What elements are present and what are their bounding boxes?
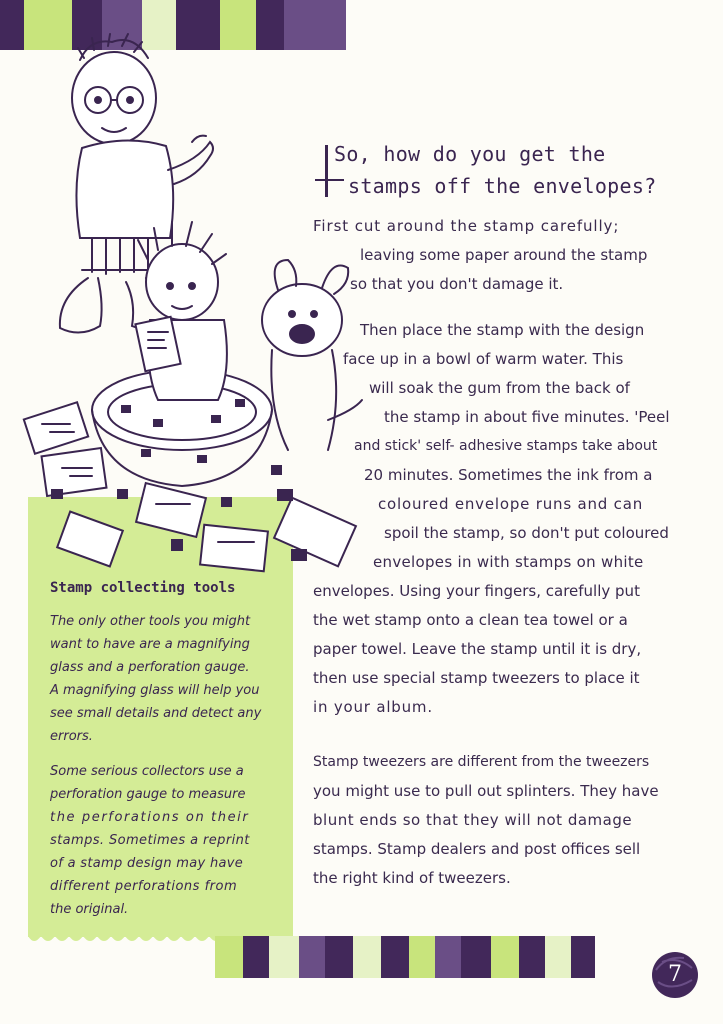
text-line: glass and a perforation gauge. [50,660,250,675]
heading-rule [315,179,344,181]
heading-line-2: stamps off the envelopes? [348,174,657,198]
text-line: and stick' self- adhesive stamps take about [354,438,658,454]
text-line: the right kind of tweezers. [313,869,511,887]
text-line: leaving some paper around the stamp [360,246,648,264]
text-line: see small details and detect any [50,706,262,721]
text-line: blunt ends so that they will not damage [313,811,633,829]
text-line: will soak the gum from the back of [369,379,630,397]
text-line: the stamp in about five minutes. 'Peel [384,408,670,426]
text-line: different perforations from [50,879,238,894]
text-line: spoil the stamp, so don't put coloured [384,524,669,542]
text-line: Then place the stamp with the design [360,321,645,339]
text-line: stamps. Stamp dealers and post offices sell [313,840,641,858]
text-line: so that you don't damage it. [350,275,564,293]
text-line: The only other tools you might [50,614,251,629]
text-line: stamps. Sometimes a reprint [50,833,250,848]
text-line: errors. [50,729,93,744]
text-line: envelopes in with stamps on white [373,553,644,571]
text-line: then use special stamp tweezers to place it [313,669,640,687]
text-line: the perforations on their [50,810,250,825]
heading-line-1: So, how do you get the [334,142,606,166]
text-line: you might use to pull out splinters. They have [313,782,659,800]
text-line: Stamp tweezers are different from the tweezers [313,754,650,770]
text-line: the original. [50,902,129,917]
bottom-stripe-decoration [215,936,595,978]
text-line: 20 minutes. Sometimes the ink from a [364,466,653,484]
text-line: the wet stamp onto a clean tea towel or a [313,611,628,629]
text-line: face up in a bowl of warm water. This [343,350,624,368]
text-line: Some serious collectors use a [50,764,244,779]
kids-soaking-stamps-illustration [22,20,367,580]
text-line: paper towel. Leave the stamp until it is dry, [313,640,642,658]
text-line: First cut around the stamp carefully; [313,217,620,235]
text-line: perforation gauge to measure [50,787,246,802]
text-line: coloured envelope runs and can [378,495,644,513]
text-line: of a stamp design may have [50,856,244,871]
kneeling-kid [135,222,227,400]
tools-box-title: Stamp collecting tools [50,580,236,596]
text-line: envelopes. Using your fingers, carefully put [313,582,640,600]
text-line: A magnifying glass will help you [50,683,260,698]
page-number: 7 [668,962,682,987]
text-line: want to have are a magnifying [50,637,250,652]
heading-bar [325,145,328,197]
page-number-badge [650,950,700,1000]
text-line: in your album. [313,698,433,716]
